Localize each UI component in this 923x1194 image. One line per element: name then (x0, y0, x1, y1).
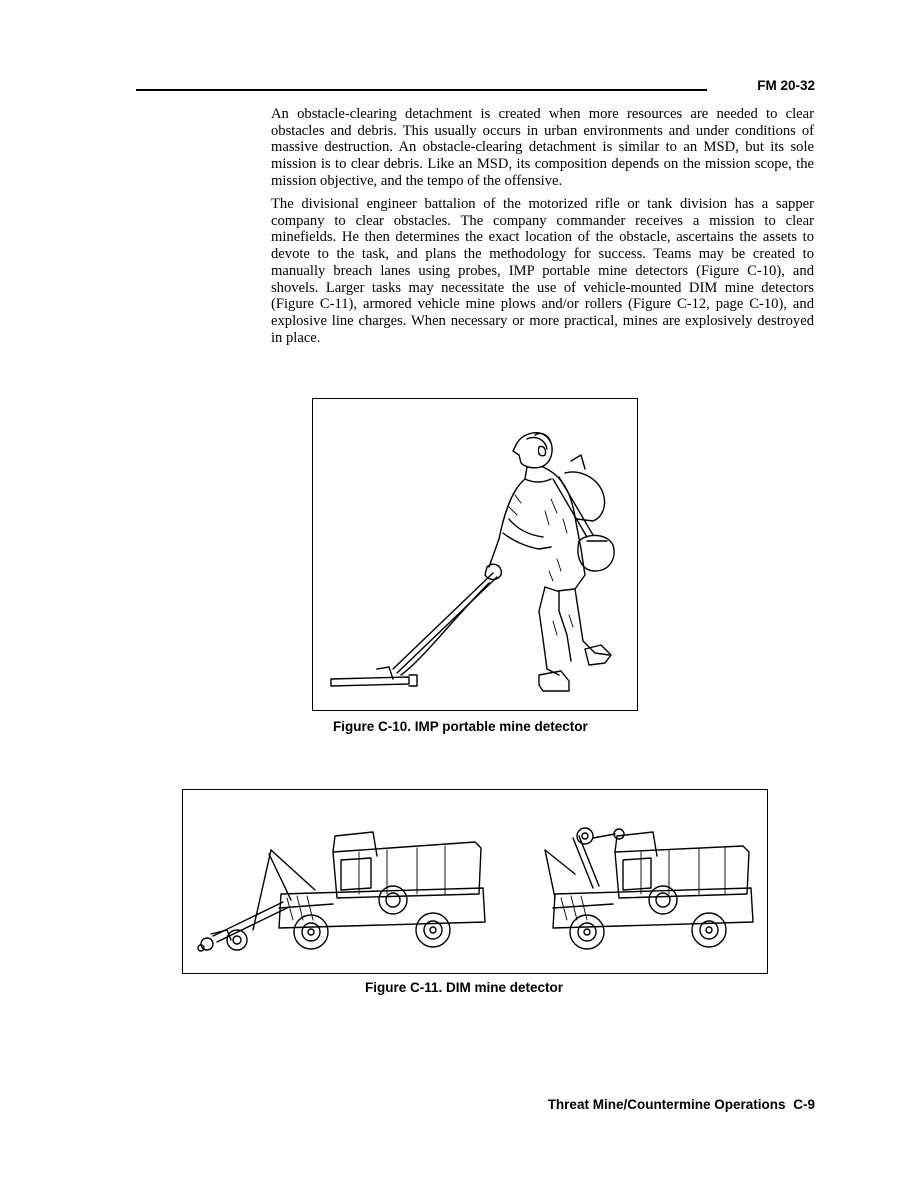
dim-vehicles-illustration (183, 790, 767, 973)
vehicle-detector-stowed (545, 828, 753, 949)
page-footer (544, 1097, 815, 1112)
vehicle-detector-deployed (198, 832, 485, 951)
figure-c11-caption: Figure C-11. DIM mine detector (365, 980, 564, 995)
soldier-mine-detector-illustration (313, 399, 637, 710)
body-text (271, 106, 814, 353)
footer-page-number: C-9 (793, 1097, 815, 1112)
footer-chapter-title: Threat Mine/Countermine Operations (547, 1097, 786, 1112)
paragraph-1: An obstacle-clearing detachment is created when more resources are needed to clear obstacles and debris. This usually occurs in urban environments and under conditions of massive destruction. An obstacle-clearing detachment is similar to an MSD, but its sole mission is to clear debris. Like an MSD, its composition depends on the mission scope, the mission objective, and the tempo of the offensive. (271, 106, 814, 189)
header-rule (136, 89, 707, 91)
paragraph-2: The divisional engineer battalion of the motorized rifle or tank division has a sapper company to clear obstacles. The company commander receives a mission to clear minefields. He then determines the exact location of the obstacle, ascertains the assets to devote to the task, and plans the methodology for success. Teams may be created to manually breach lanes using probes, IMP portable mine detectors (Figure C-10), and shovels. Larger tasks may necessitate the use of vehicle-mounted DIM mine detectors (Figure C-11), armored vehicle mine plows and/or rollers (Figure C-12, page C-10), and explosive line charges. When necessary or more practical, mines are explosively destroyed in place. (271, 196, 814, 346)
figure-c10-frame (312, 398, 638, 711)
header-doc-code: FM 20-32 (757, 78, 815, 93)
figure-c10-caption: Figure C-10. IMP portable mine detector (333, 719, 588, 734)
figure-c11-frame (182, 789, 768, 974)
